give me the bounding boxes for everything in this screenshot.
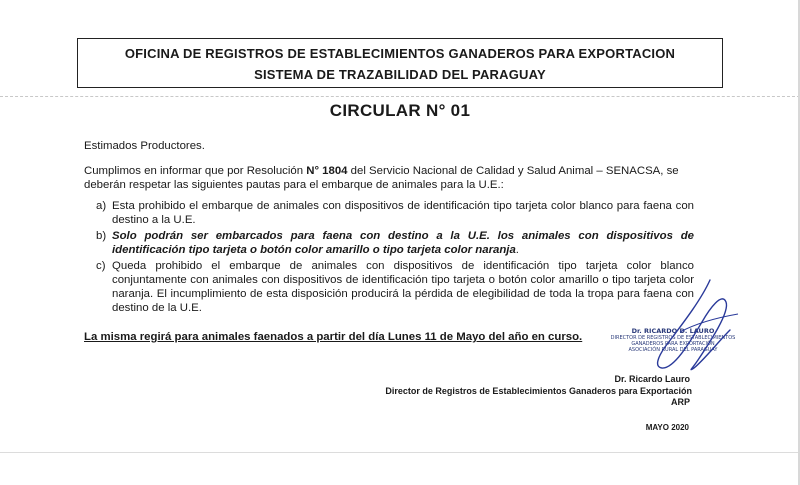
- handwritten-signature: [640, 272, 750, 377]
- greeting: Estimados Productores.: [84, 140, 205, 152]
- intro-after: del Servicio Nacional de Calidad y Salud Animal – SENACSA, se deberán respetar las siguientes pautas para el embarque de animales para la U.E.:: [84, 165, 679, 191]
- signatory-org: ARP: [670, 397, 690, 407]
- header-system: SISTEMA DE TRAZABILIDAD DEL PARAGUAY: [254, 67, 546, 82]
- rules-list: [96, 199, 694, 317]
- item-suffix: .: [515, 244, 519, 256]
- effective-date-notice: La misma regirá para animales faenados a partir del día Lunes 11 de Mayo del año en curso.: [84, 331, 583, 343]
- stamp-name: Dr. RICARDO D. LAURO: [631, 327, 715, 335]
- item-text: Solo podrán ser embarcados para faena con destino a la U.E. los animales con dispositivos de identificación tipo tarjeta o botón color amarillo o tipo tarjeta color naranja: [112, 230, 694, 256]
- list-item: [96, 199, 694, 227]
- circular-title: CIRCULAR N° 01: [329, 101, 471, 120]
- item-marker: a): [96, 200, 107, 212]
- item-marker: b): [96, 230, 107, 242]
- resolution-number: N° 1804: [306, 165, 348, 177]
- item-text: Esta prohibido el embarque de animales con dispositivos de identificación tipo tarjeta color blanco para faena con destino a la U.E.: [112, 200, 694, 226]
- item-marker: c): [96, 260, 106, 272]
- item-text: Queda prohibido el embarque de animales con dispositivos de identificación tipo tarjeta color blanco conjuntamente con animales con dispositivos de identificación tipo tarjeta o botón color amarillo o tipo tarjeta color naranja. El incumplimiento de esta disposición producirá la pérdida de elegibilidad de toda la tropa para faena con destino de la U.E.: [112, 260, 694, 314]
- bottom-rule: [0, 452, 800, 453]
- intro-before: Cumplimos en informar que por Resolución: [84, 165, 307, 177]
- list-item: [96, 259, 694, 315]
- signatory-title: Director de Registros de Establecimientos Ganaderos para Exportación: [385, 386, 692, 396]
- stamp-line: GANADEROS PARA EXPORTACIÓN: [631, 341, 715, 347]
- stamp-line: ASOCIACIÓN RURAL DEL PARAGUAY: [628, 347, 718, 353]
- header-office: OFICINA DE REGISTROS DE ESTABLECIMIENTOS GANADEROS PARA EXPORTACION: [124, 46, 676, 61]
- issue-date: MAYO 2020: [645, 423, 689, 432]
- intro-paragraph: [84, 164, 694, 192]
- stamp-line: DIRECTOR DE REGISTROS DE ESTABLECIMIENTOS: [610, 335, 736, 341]
- signatory-name: Dr. Ricardo Lauro: [614, 374, 690, 384]
- list-item: [96, 229, 694, 257]
- divider: [0, 96, 800, 97]
- header-box: [77, 38, 723, 88]
